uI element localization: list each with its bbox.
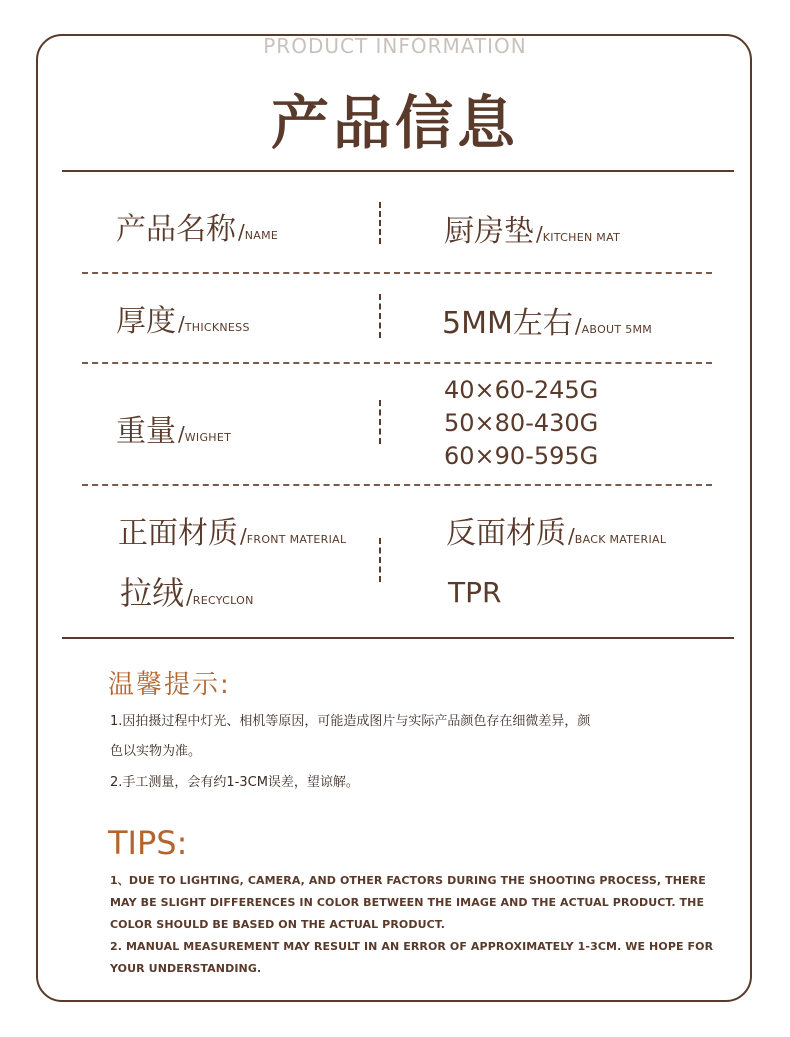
tips-line-3: COLOR SHOULD BE BASED ON THE ACTUAL PRODUCT. [110, 918, 446, 931]
name-label-cn: 产品名称 [116, 212, 236, 247]
thickness-value-en: ABOUT 5MM [581, 323, 653, 336]
front-material-value-en: RECYCLON [192, 594, 254, 607]
english-title: PRODUCT INFORMATION [263, 34, 527, 58]
tips-line-4: 2. MANUAL MEASUREMENT MAY RESULT IN AN ERROR OF APPROXIMATELY 1-3CM. WE HOPE FOR [110, 940, 714, 953]
notice-line-2: 色以实物为准。 [110, 744, 202, 759]
tips-title: TIPS: [108, 824, 188, 862]
name-value-en: KITCHEN MAT [542, 231, 621, 244]
notice-line-1: 1.因拍摄过程中灯光、相机等原因，可能造成图片与实际产品颜色存在细微差异，颜 [110, 714, 591, 729]
notice-line-3: 2.手工测量，会有约1-3CM误差，望谅解。 [110, 775, 359, 790]
front-material-label: 正面材质 /FRONT MATERIAL [118, 516, 347, 551]
weight-value-2: 50×80-430G [444, 409, 599, 437]
thickness-label-cn: 厚度 [116, 304, 176, 339]
dashed-divider-1 [82, 272, 712, 274]
back-material-label-en: BACK MATERIAL [574, 533, 667, 546]
back-material-label-cn: 反面材质 [446, 516, 566, 551]
name-label: 产品名称 /NAME [116, 212, 279, 247]
dashed-divider-2 [82, 362, 712, 364]
tips-line-1: 1、DUE TO LIGHTING, CAMERA, AND OTHER FACTORS DURING THE SHOOTING PROCESS, THERE [110, 874, 706, 887]
weight-label-en: WIGHET [184, 431, 232, 444]
front-material-label-en: FRONT MATERIAL [246, 533, 347, 546]
row3-separator [379, 400, 381, 444]
name-value-cn: 厨房垫 [444, 214, 534, 249]
tips-line-2: MAY BE SLIGHT DIFFERENCES IN COLOR BETWEEN THE IMAGE AND THE ACTUAL PRODUCT. THE [110, 896, 705, 909]
weight-label: 重量 /WIGHET [116, 414, 232, 449]
back-material-value: TPR [448, 576, 502, 609]
weight-label-cn: 重量 [116, 414, 176, 449]
notice-title: 温馨提示: [108, 670, 231, 700]
thickness-value: 5MM左右 /ABOUT 5MM [442, 306, 653, 341]
top-divider [62, 170, 734, 172]
dashed-divider-3 [82, 484, 712, 486]
weight-value-1: 40×60-245G [444, 376, 599, 404]
row1-separator [379, 202, 381, 244]
back-material-label: 反面材质 /BACK MATERIAL [446, 516, 667, 551]
name-value: 厨房垫 /KITCHEN MAT [444, 214, 621, 249]
front-material-value: 拉绒 /RECYCLON [120, 574, 254, 612]
thickness-value-cn: 5MM左右 [442, 306, 573, 341]
tips-line-5: YOUR UNDERSTANDING. [110, 962, 262, 975]
front-material-label-cn: 正面材质 [118, 516, 238, 551]
row2-separator [379, 294, 381, 338]
bottom-divider [62, 637, 734, 639]
thickness-label: 厚度 /THICKNESS [116, 304, 250, 339]
thickness-label-en: THICKNESS [184, 321, 250, 334]
row4-separator [379, 538, 381, 582]
page-title: 产品信息 [270, 89, 519, 157]
weight-value-3: 60×90-595G [444, 442, 599, 470]
name-label-en: NAME [244, 229, 279, 242]
front-material-value-cn: 拉绒 [120, 574, 185, 612]
tips-body [110, 870, 714, 980]
